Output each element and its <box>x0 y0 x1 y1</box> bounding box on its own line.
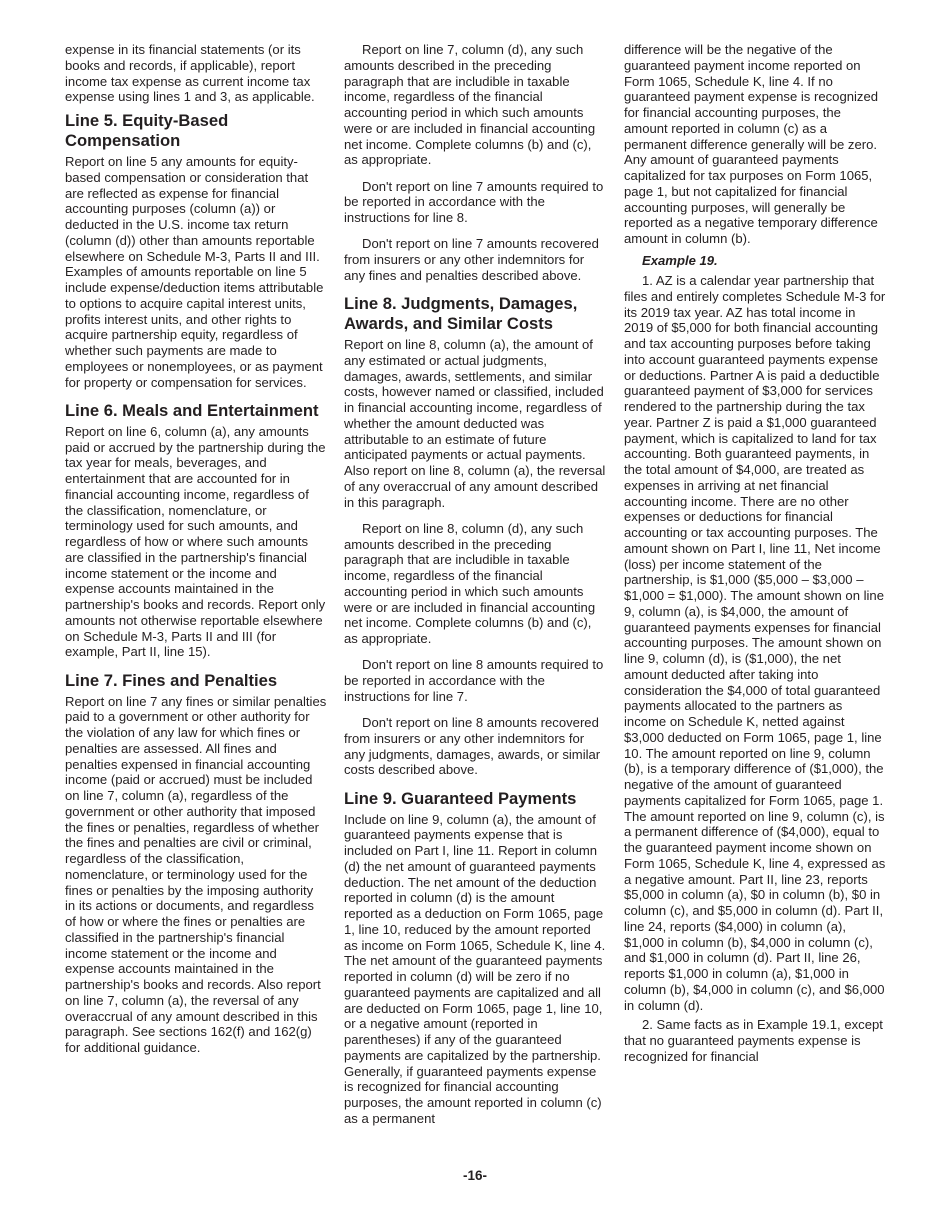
page-number: -16- <box>462 1168 487 1183</box>
heading-line-7: Line 7. Fines and Penalties <box>65 670 278 690</box>
paragraph-line-7-col-d: Report on line 7, column (d), any such amounts described in the preceding paragraph that are includible in taxable income, regardless of the financial accounting period in which such amounts were or are included in financial accounting net income. Complete columns (b) and (c), as appropriate. <box>344 42 596 168</box>
paragraph-line-8-col-d: Report on line 8, column (d), any such amounts described in the preceding paragraph that are includible in taxable income, regardless of the financial accounting period in which such amounts were or are included in financial accounting net income. Complete columns (b) and (c), as appropriate. <box>344 520 596 646</box>
heading-line-6: Line 6. Meals and Entertainment <box>65 400 319 420</box>
column-right <box>624 42 886 1069</box>
paragraph-line-6: Report on line 6, column (a), any amounts paid or accrued by the partnership during the tax year for meals, beverages, and entertainment that are accounted for in financial accounting income, regardless of the classification, nomenclature, or terminology used for such amounts, and regardless of how or where such amounts are classified in the partnership's financial income statement or the income and expense accounts maintained in the partnership's books and records. Report only amounts not otherwise reportable elsewhere on Schedule M-3, Parts II and III (for example, Part II, line 15). <box>65 423 326 660</box>
paragraph-line-8: Report on line 8, column (a), the amount of any estimated or actual judgments, damages, awards, settlements, and similar costs, however named or classified, included in financial accounting income, regardless of whether the amount deducted was attributable to an estimate of future anticipated payments or actual payments. Also report on line 8, column (a), the reversal of any overaccrual of any amount described in this paragraph. <box>344 337 606 510</box>
example-19-1: 1. AZ is a calendar year partnership that files and entirely completes Schedule M-3 for its 2019 tax year. AZ has total income in 2019 of $5,000 for both financial accounting and tax accounting purposes before taking into account guaranteed payments expense or deductions. Partner A is paid a deductible guaranteed payment of $3,000 for services rendered to the partnership during the tax year. Partner Z is paid a $1,000 guaranteed payment, which is capitalized to land for tax accounting. Both guaranteed payments, in the total amount of $4,000, are treated as expenses in arriving at net financial accounting income. There are no other expenses or deductions for financial accounting or tax accounting purposes. The amount shown on Part I, line 11, Net income (loss) per income statement of the partnership, is $1,000 ($5,000 – $3,000 – $1,000 = $1,000). The amount shown on line 9, column (a), is $4,000, the amount of guaranteed payments expenses for financial accounting purposes. The amount shown on line 9, column (d), is ($1,000), the net amount deducted after taking into consideration the $4,000 of total guaranteed payments allocated to the partners as income on Schedule K, netted against $3,000 deducted on Form 1065, page 1, line 10. The amount reported on line 9, column (b), is a temporary difference of ($1,000), the negative of the amount of guaranteed payments capitalized for Form 1065, page 1. The amount reported on line 9, column (c), is a permanent difference of ($4,000), equal to the guaranteed payment income shown on Form 1065, Schedule K, line 4, expressed as a negative amount. Part II, line 23, reports $5,000 in column (a), $0 in column (b), $0 in column (c), and $5,000 in column (d). Part II, line 24, reports ($4,000) in column (a), $1,000 in column (b), $4,000 in column (c), and $1,000 in column (d). Part II, line 26, reports $1,000 in column (a), $1,000 in column (b), $4,000 in column (c), and $6,000 in column (d). <box>624 273 886 1013</box>
heading-line-8: Line 8. Judgments, Damages, Awards, and Similar Costs <box>344 294 578 333</box>
paragraph-line-8-exclusion: Don't report on line 8 amounts required to be reported in accordance with the instructions for line 7. <box>344 657 604 704</box>
column-left <box>65 42 327 1066</box>
example-heading: Example 19. <box>642 253 718 269</box>
paragraph-line-5: Report on line 5 any amounts for equity-based compensation or consideration that are reflected as expense for financial accounting purposes (column (a)) or deducted in the U.S. income tax return (column (d)) other than amounts reportable elsewhere on Schedule M-3, Parts II and III. Examples of amounts reportable on line 5 include expense/deduction items attributable to options to acquire capital interest units, profits interest units, and other rights to acquire partnership equity, regardless of whether such payments are made to employees or nonemployees, or as payment for property or compensation for services. <box>65 154 324 390</box>
heading-line-9: Line 9. Guaranteed Payments <box>344 788 577 808</box>
paragraph-line-8-recoveries: Don't report on line 8 amounts recovered from insurers or any other indemnitors for any judgments, damages, awards, or similar costs described above. <box>344 715 601 778</box>
paragraph-line-7-exclusion: Don't report on line 7 amounts required to be reported in accordance with the instructions for line 8. <box>344 178 604 225</box>
column-middle <box>344 42 606 1137</box>
paragraph-line-7-recoveries: Don't report on line 7 amounts recovered from insurers or any other indemnitors for any fines and penalties described above. <box>344 236 599 283</box>
heading-line-5: Line 5. Equity-Based Compensation <box>65 111 229 150</box>
paragraph-continued: expense in its financial statements (or its books and records, if applicable), report income tax expense as current income tax expense using lines 1 and 3, as applicable. <box>65 42 315 105</box>
paragraph-line-9: Include on line 9, column (a), the amount of guaranteed payments expense that is included on Part I, line 11. Report in column (d) the net amount of guaranteed payments deduction. The net amount of the deduction reported in column (d) is the amount reported as a deduction on Form 1065, page 1, line 10, reduced by the amount reported as income on Form 1065, Schedule K, line 4. The net amount of the guaranteed payments reported in column (d) will be zero if no guaranteed payments are capitalized and all are deducted on Form 1065, page 1, line 10, or a negative amount (reported in parentheses) if any of the guaranteed payments are capitalized by the partnership. Generally, if guaranteed payments expense is recognized for financial accounting purposes, the amount reported in column (c) as a permanent <box>344 811 606 1126</box>
example-19-2: 2. Same facts as in Example 19.1, except that no guaranteed payments expense is recognized for financial <box>624 1017 883 1064</box>
paragraph-continued: difference will be the negative of the guaranteed payment income reported on Form 1065, Schedule K, line 4. If no guaranteed payment expense is recognized for financial accounting purposes, the amount reported in column (c) as a permanent difference generally will be zero. Any amount of guaranteed payments capitalized for tax purposes on Form 1065, page 1, but not capitalized for financial accounting purposes, will generally be reported as a negative temporary difference amount in column (b). <box>624 42 879 246</box>
paragraph-line-7: Report on line 7 any fines or similar penalties paid to a government or other authority for the violation of any law for which fines or penalties are assessed. All fines and penalties expensed in financial accounting income (paid or accrued) must be included on line 7, column (a), regardless of the government or other authority that imposed the fines or penalties, regardless of whether the fines and penalties are civil or criminal, regardless of the classification, nomenclature, or terminology used for the fines or penalties by the imposing authority in its actions or documents, and regardless of how or where the fines or penalties are classified in the partnership's financial income statement or the income and expense accounts maintained in the partnership's books and records. Also report on line 7, column (a), the reversal of any overaccrual of any amount described in this paragraph. See sections 162(f) and 162(g) for additional guidance. <box>65 693 327 1055</box>
